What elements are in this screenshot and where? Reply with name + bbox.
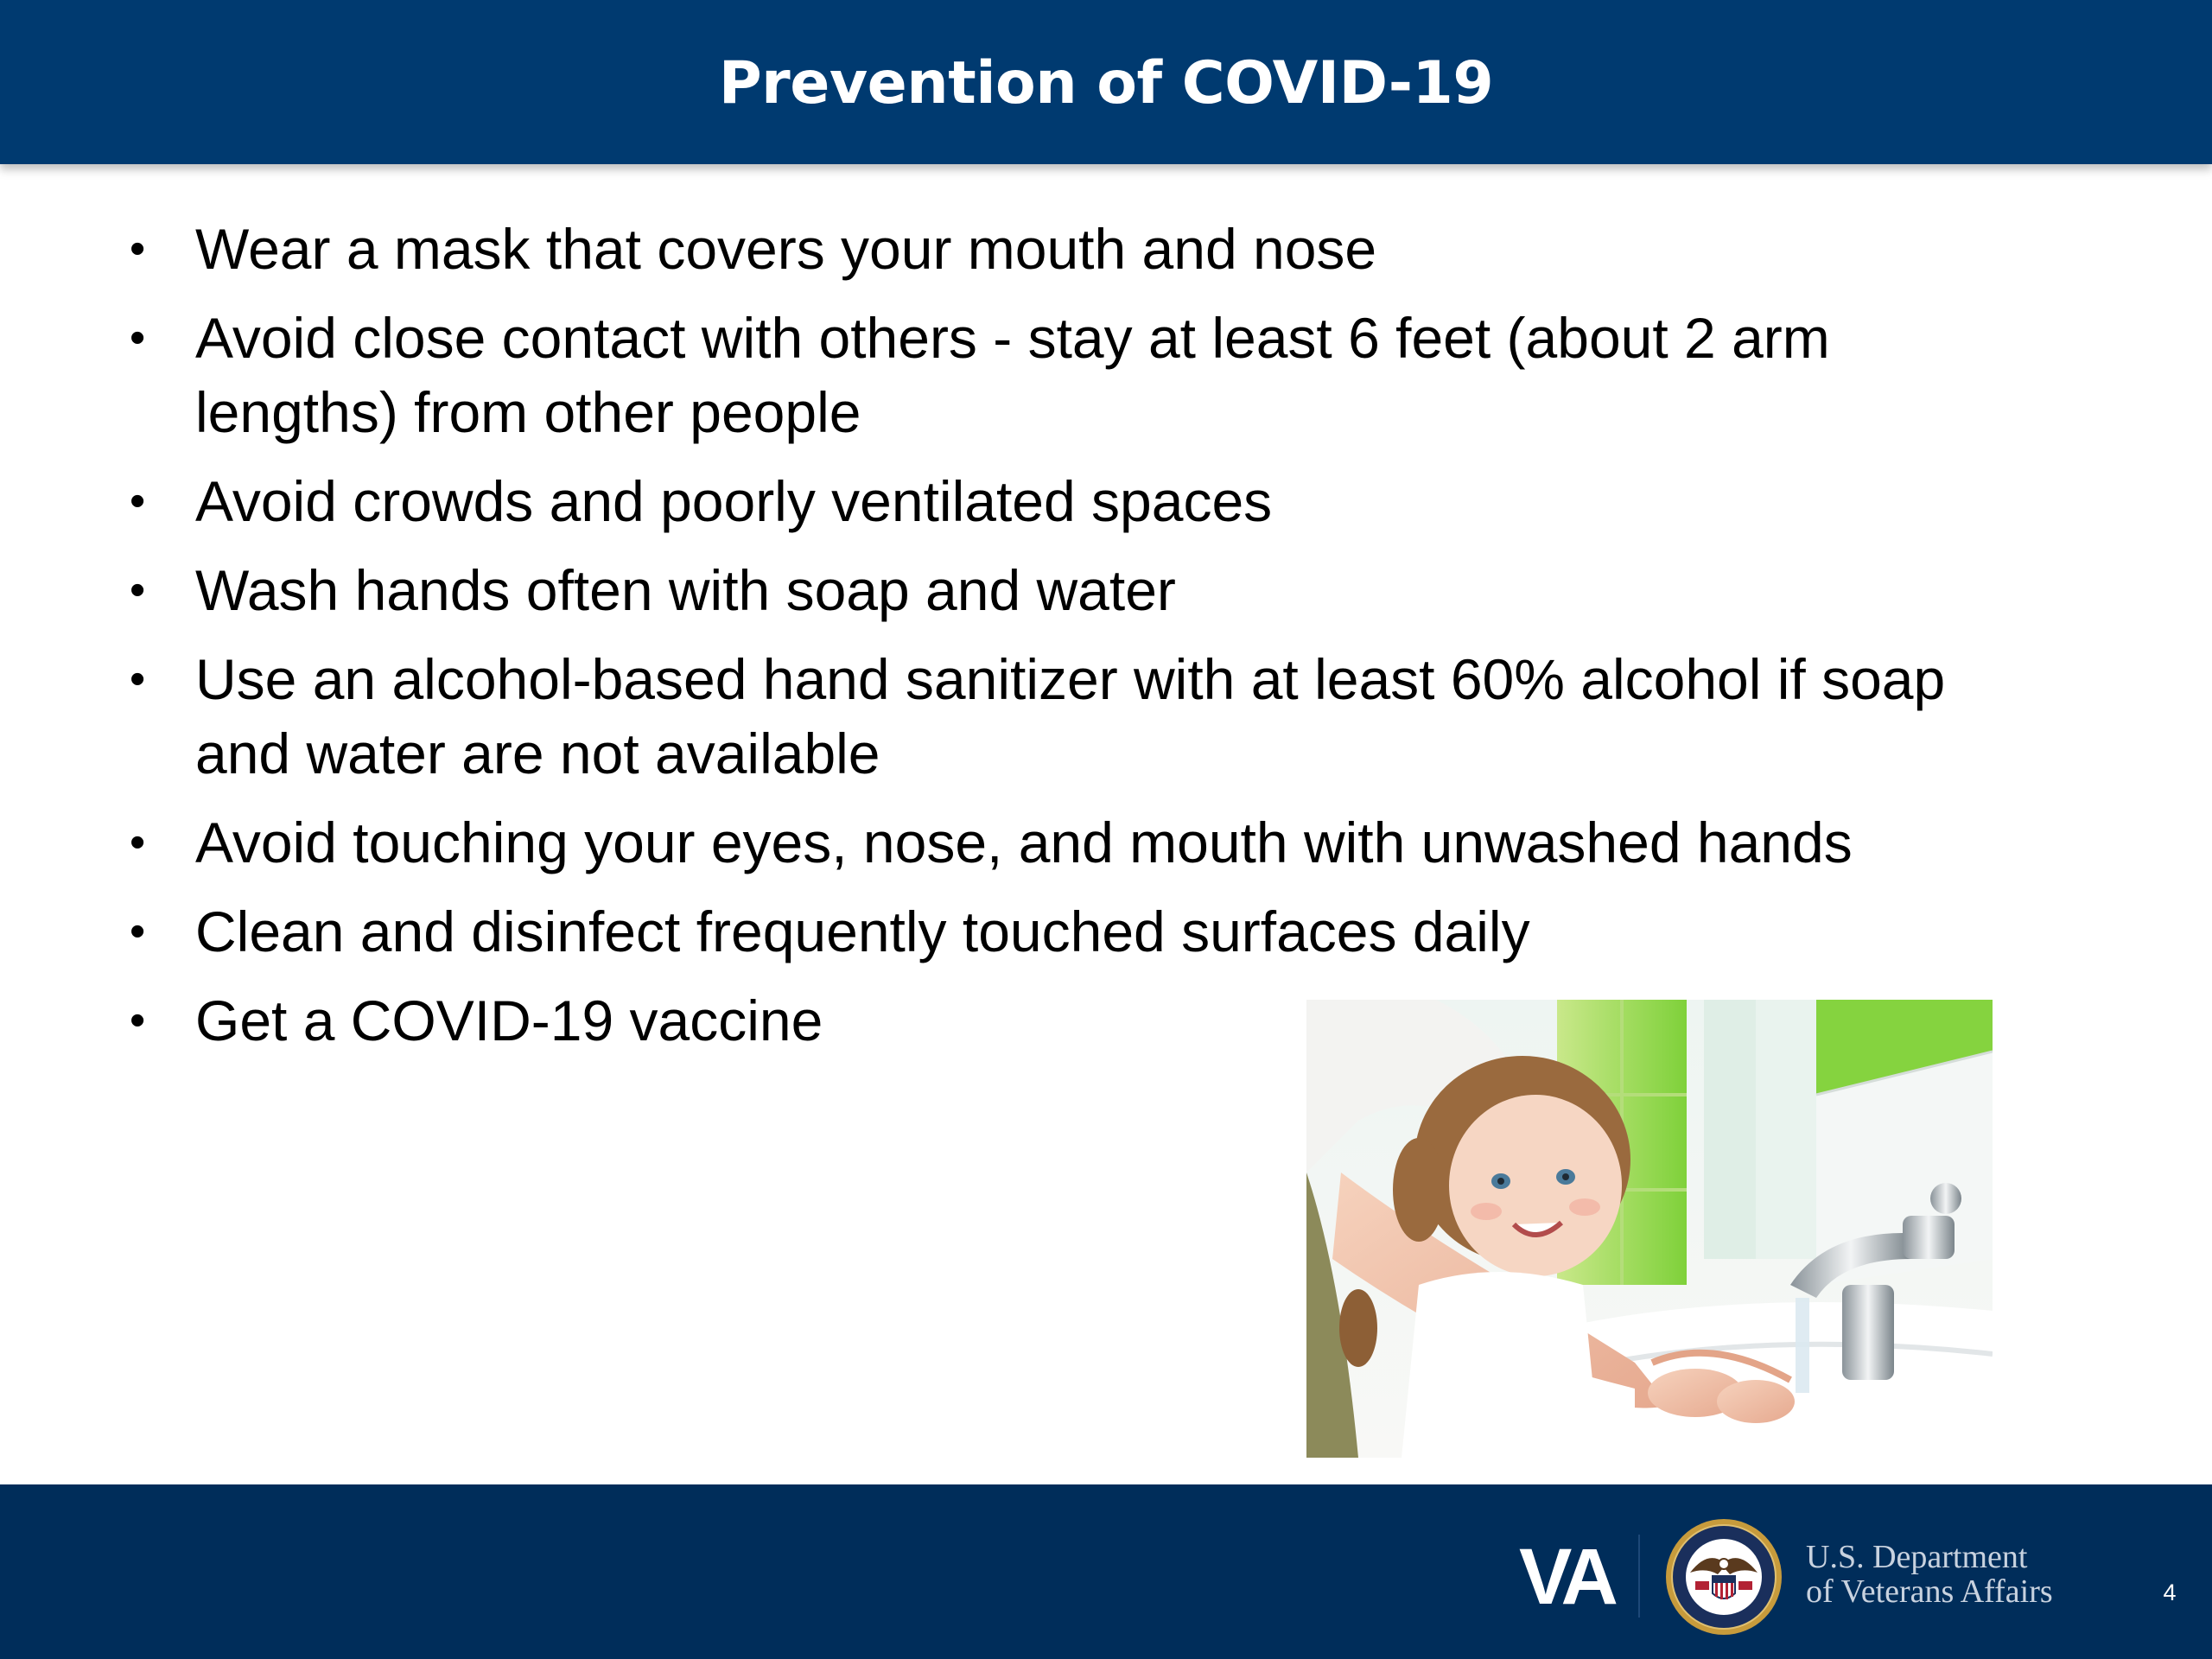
bullet-item <box>130 301 2013 449</box>
slide-title: Prevention of COVID-19 <box>718 49 1494 118</box>
bullet-text: Avoid close contact with others - stay at least 6 feet (about 2 arm lengths) from other people <box>195 306 1830 444</box>
bullet-text: Avoid crowds and poorly ventilated spaces <box>195 469 1273 533</box>
bullet-text: Avoid touching your eyes, nose, and mouth with unwashed hands <box>195 810 1853 874</box>
bullet-item <box>130 553 2013 627</box>
bullet-marker: • <box>130 906 146 957</box>
page-number: 4 <box>2163 1580 2177 1605</box>
bullet-item <box>130 642 2013 791</box>
bullet-marker: • <box>130 654 146 704</box>
bullet-marker: • <box>130 995 146 1046</box>
bullet-marker: • <box>130 565 146 615</box>
footer-divider <box>1638 1535 1640 1618</box>
bullet-marker: • <box>130 224 146 274</box>
bullet-marker: • <box>130 817 146 868</box>
bullet-text: Wear a mask that covers your mouth and nose <box>195 217 1377 281</box>
bullet-item <box>130 894 2013 969</box>
bullet-item <box>130 464 2013 538</box>
bullet-list <box>130 212 2013 1072</box>
va-seal-icon <box>1664 1517 1783 1637</box>
bullet-marker: • <box>130 313 146 363</box>
handwashing-photo <box>1306 1000 1993 1458</box>
title-bar <box>0 0 2212 164</box>
bullet-item <box>130 805 2013 880</box>
department-name <box>1806 1540 2053 1609</box>
va-logo: VA <box>1519 1533 1613 1621</box>
bullet-item <box>130 212 2013 286</box>
department-name-line1: U.S. Department <box>1806 1539 2028 1575</box>
department-name-line2: of Veterans Affairs <box>1806 1573 2053 1610</box>
bullet-text: Get a COVID-19 vaccine <box>195 988 823 1052</box>
bullet-text: Wash hands often with soap and water <box>195 558 1176 622</box>
bullet-marker: • <box>130 476 146 526</box>
bullet-text: Use an alcohol-based hand sanitizer with at least 60% alcohol if soap and water are not available <box>195 647 1946 785</box>
bullet-text: Clean and disinfect frequently touched surfaces daily <box>195 899 1530 963</box>
handwashing-illustration <box>1306 1000 1993 1458</box>
